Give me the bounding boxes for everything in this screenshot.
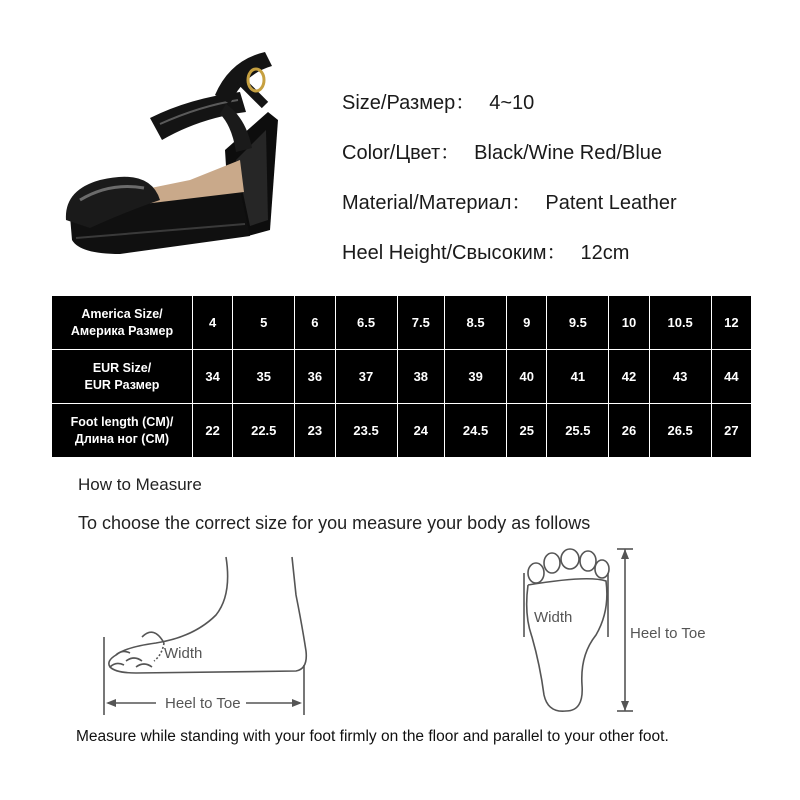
spec-material-value: Patent Leather (545, 192, 677, 214)
spec-size-value: 4~10 (489, 92, 535, 114)
size-table-cell: 40 (508, 351, 545, 402)
spec-color-label: Color/Цвет： (342, 142, 461, 164)
row-header-line1: Foot length (CM)/ (70, 414, 174, 429)
size-table-cell: 10 (610, 297, 647, 348)
row-header-line1: America Size/ (81, 306, 163, 321)
measure-title: How to Measure (78, 475, 202, 494)
size-table-row-header (53, 351, 191, 402)
size-table-cell: 5 (234, 297, 293, 348)
row-header-line2: Длина ног (CM) (74, 431, 170, 446)
measure-note: Measure while standing with your foot firmly on the floor and parallel to your other foot. (76, 728, 669, 745)
size-table-row-header (53, 297, 191, 348)
size-table-row-header (53, 405, 191, 456)
size-table-cell: 34 (194, 351, 231, 402)
size-table-cell: 10.5 (651, 297, 710, 348)
size-table-cell: 26 (610, 405, 647, 456)
size-table-cell: 35 (234, 351, 293, 402)
top-view-length-label: Heel to Toe (630, 625, 706, 642)
size-table-cell: 44 (713, 351, 750, 402)
size-table-cell: 24.5 (446, 405, 505, 456)
top-view-width-label: Width (534, 609, 573, 626)
size-table-cell: 26.5 (651, 405, 710, 456)
size-table-cell: 6 (296, 297, 333, 348)
spec-material (342, 186, 677, 215)
spec-color-value: Black/Wine Red/Blue (474, 142, 663, 164)
measure-subtitle: To choose the correct size for you measure your body as follows (78, 513, 591, 533)
size-table-cell: 23 (296, 405, 333, 456)
spec-heel-height (342, 236, 629, 265)
size-table-cell: 25.5 (548, 405, 607, 456)
row-header-line2: Америка Размер (70, 323, 174, 338)
size-table-cell: 9 (508, 297, 545, 348)
size-table-cell: 27 (713, 405, 750, 456)
size-table-row (53, 351, 750, 402)
size-chart-table (50, 294, 753, 459)
row-header-line2: EUR Размер (84, 377, 160, 392)
size-table-cell: 8.5 (446, 297, 505, 348)
size-table-row (53, 297, 750, 348)
spec-color (342, 136, 662, 165)
spec-material-label: Material/Материал： (342, 192, 532, 214)
size-table-cell: 7.5 (399, 297, 443, 348)
spec-heel-value: 12cm (580, 242, 630, 264)
shoe-image (40, 40, 330, 290)
size-table-cell: 25 (508, 405, 545, 456)
size-table-cell: 22.5 (234, 405, 293, 456)
size-table-cell: 36 (296, 351, 333, 402)
side-view-length-label: Heel to Toe (165, 695, 241, 712)
size-table-cell: 24 (399, 405, 443, 456)
size-table-cell: 41 (548, 351, 607, 402)
size-table-cell: 37 (337, 351, 396, 402)
spec-size-label: Size/Размер： (342, 92, 476, 114)
size-table-row (53, 405, 750, 456)
size-table-cell: 6.5 (337, 297, 396, 348)
size-table-cell: 12 (713, 297, 750, 348)
row-header-line1: EUR Size/ (92, 360, 152, 375)
size-table-cell: 9.5 (548, 297, 607, 348)
size-table-cell: 23.5 (337, 405, 396, 456)
size-table-cell: 39 (446, 351, 505, 402)
spec-heel-label: Heel Height/Свысоким： (342, 242, 567, 264)
size-table-cell: 43 (651, 351, 710, 402)
side-view-width-label: Width (164, 645, 203, 662)
spec-size (342, 86, 534, 115)
size-table-cell: 22 (194, 405, 231, 456)
size-table-cell: 4 (194, 297, 231, 348)
size-table-cell: 42 (610, 351, 647, 402)
size-table-cell: 38 (399, 351, 443, 402)
